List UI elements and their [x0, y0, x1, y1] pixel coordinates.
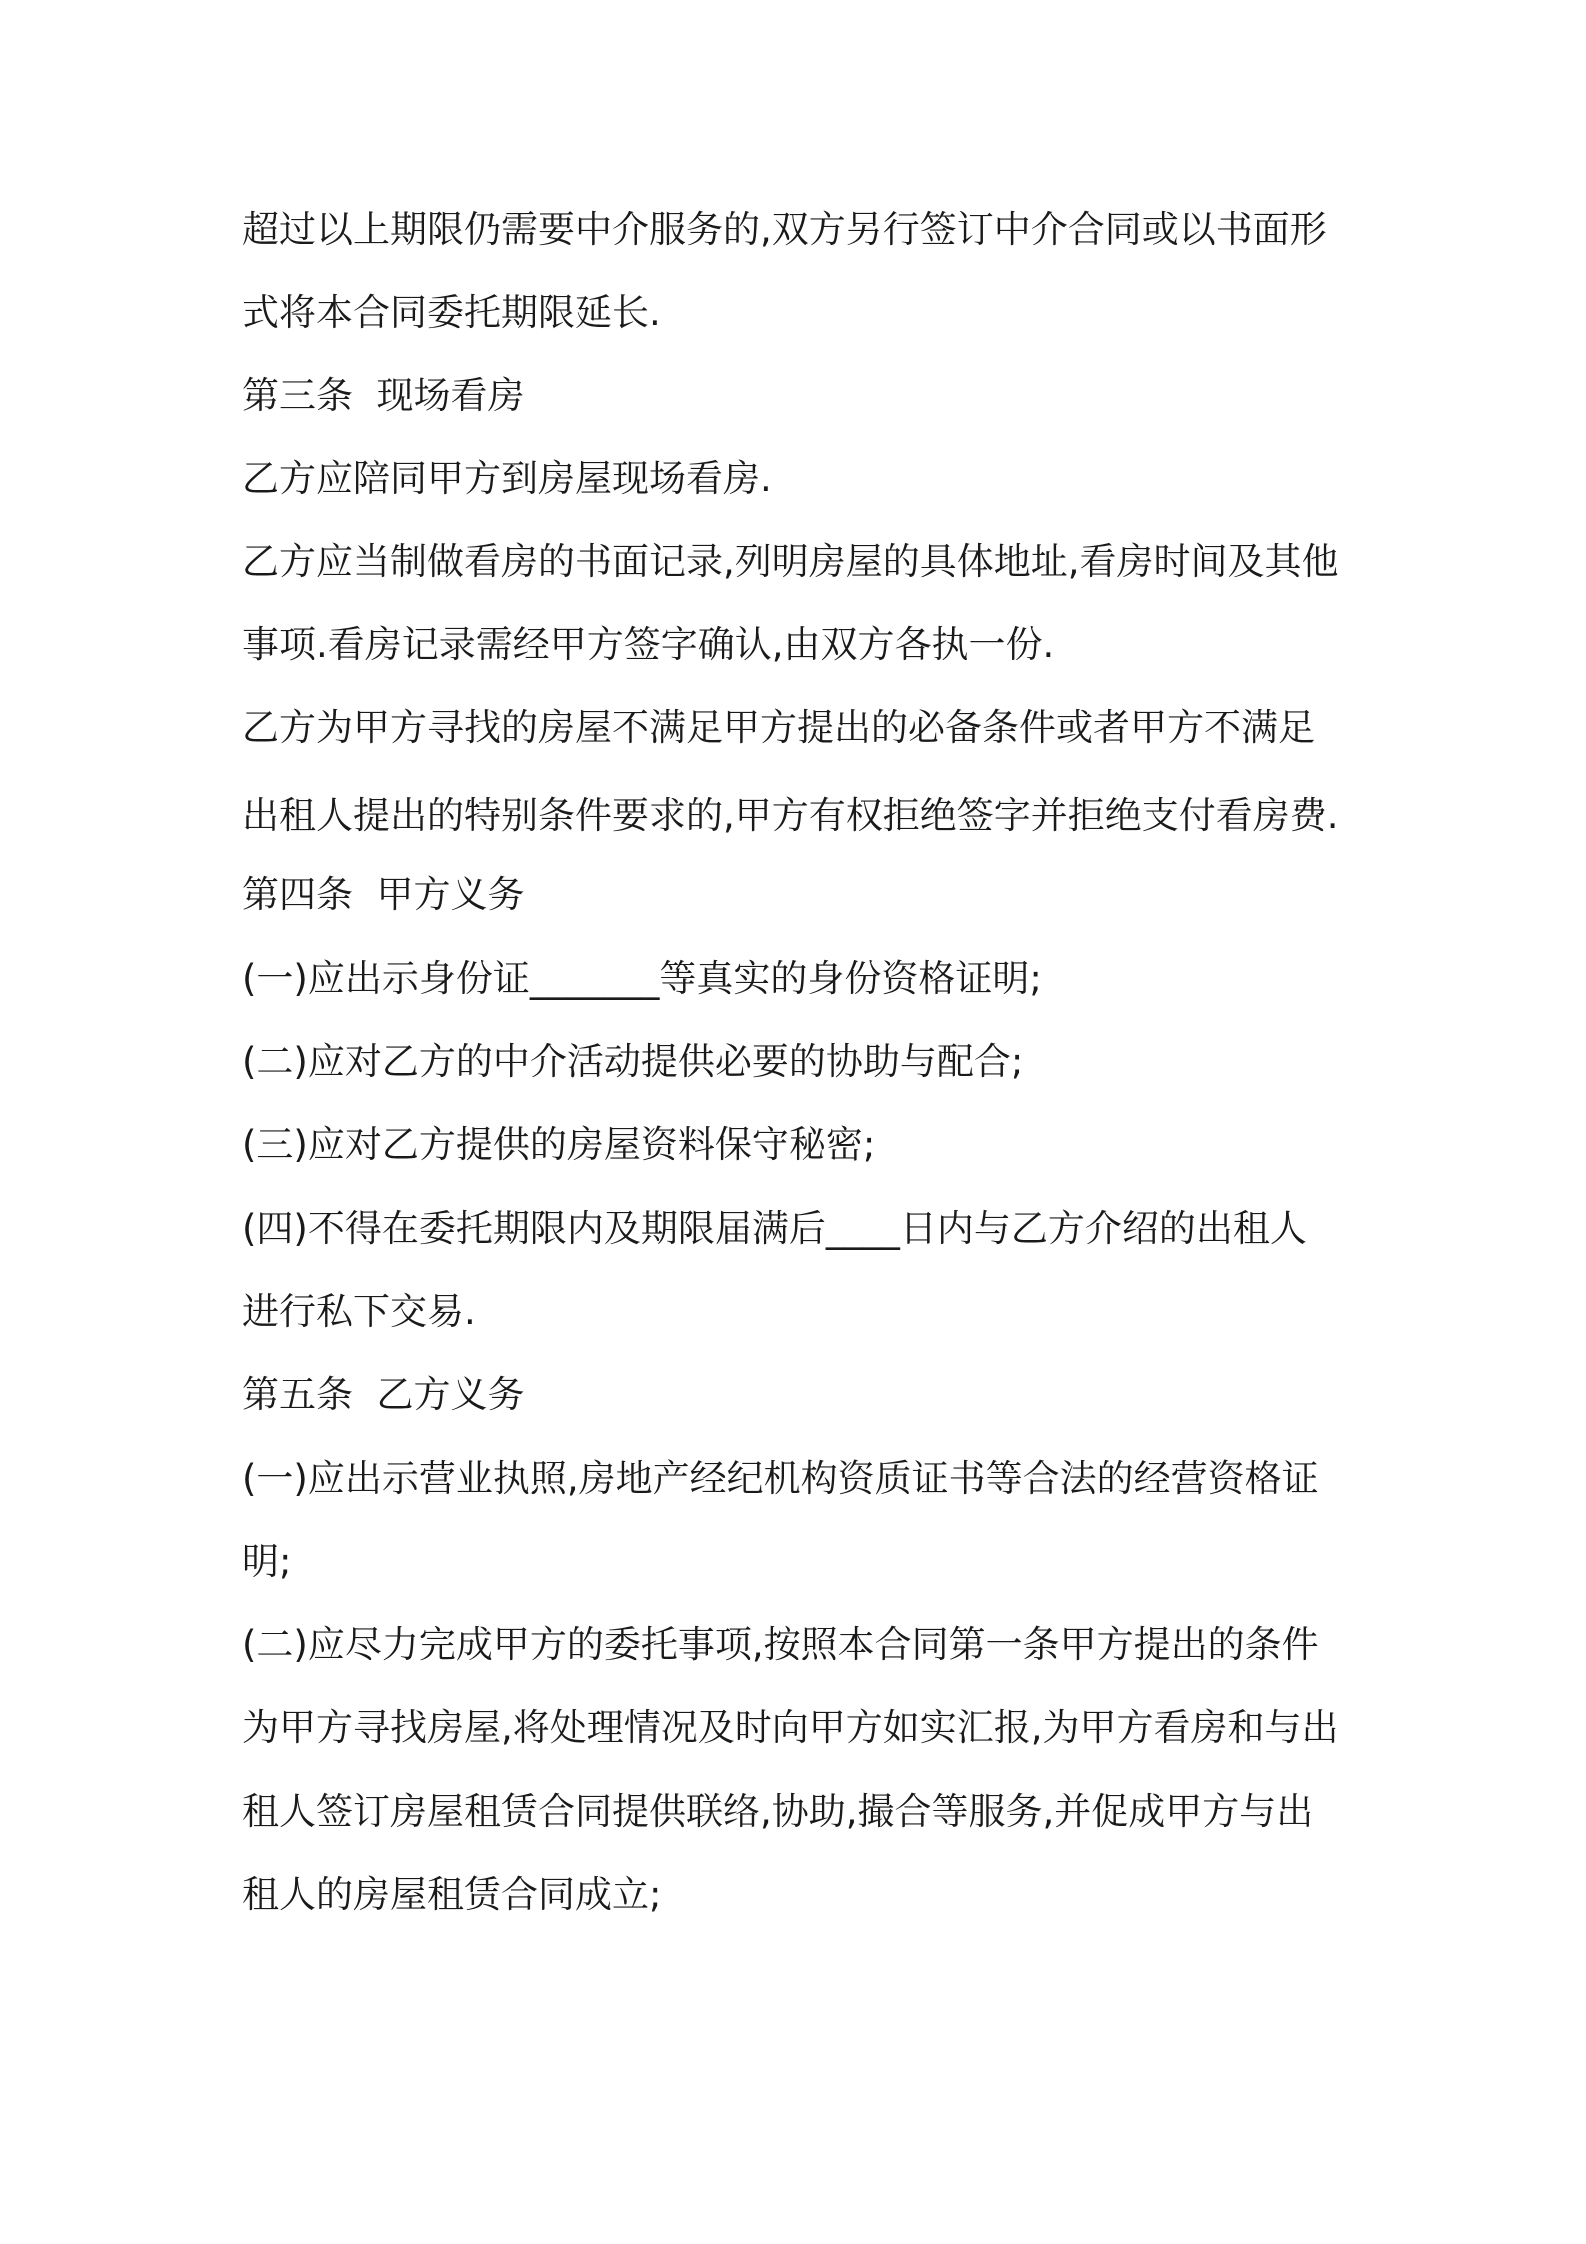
section-heading: 第四条 甲方义务 — [242, 873, 525, 916]
list-item: (一)应出示身份证_______等真实的身份资格证明; — [242, 957, 1042, 1000]
text-line: 乙方应当制做看房的书面记录,列明房屋的具体地址,看房时间及其他 — [242, 540, 1339, 583]
text-line: 明; — [242, 1540, 292, 1583]
list-item: (二)应对乙方的中介活动提供必要的协助与配合; — [242, 1040, 1024, 1083]
text-line: 出租人提出的特别条件要求的,甲方有权拒绝签字并拒绝支付看房费. — [242, 794, 1339, 837]
text-line: 乙方应陪同甲方到房屋现场看房. — [242, 457, 772, 500]
text-line: 租人的房屋租赁合同成立; — [242, 1873, 662, 1916]
section-heading: 第三条 现场看房 — [242, 374, 525, 417]
text-line: 乙方为甲方寻找的房屋不满足甲方提出的必备条件或者甲方不满足 — [242, 706, 1315, 749]
section-heading: 第五条 乙方义务 — [242, 1373, 525, 1416]
text-line: 式将本合同委托期限延长. — [242, 291, 661, 334]
list-item: (三)应对乙方提供的房屋资料保守秘密; — [242, 1123, 876, 1166]
text-line: 事项.看房记录需经甲方签字确认,由双方各执一份. — [242, 623, 1055, 666]
text-line: 为甲方寻找房屋,将处理情况及时向甲方如实汇报,为甲方看房和与出 — [242, 1706, 1339, 1749]
list-item: (二)应尽力完成甲方的委托事项,按照本合同第一条甲方提出的条件 — [242, 1623, 1319, 1666]
list-item: (一)应出示营业执照,房地产经纪机构资质证书等合法的经营资格证 — [242, 1457, 1319, 1500]
list-item: (四)不得在委托期限内及期限届满后____日内与乙方介绍的出租人 — [242, 1207, 1307, 1250]
text-line: 租人签订房屋租赁合同提供联络,协助,撮合等服务,并促成甲方与出 — [242, 1790, 1314, 1833]
text-line: 超过以上期限仍需要中介服务的,双方另行签订中介合同或以书面形 — [242, 208, 1327, 251]
text-line: 进行私下交易. — [242, 1290, 476, 1333]
